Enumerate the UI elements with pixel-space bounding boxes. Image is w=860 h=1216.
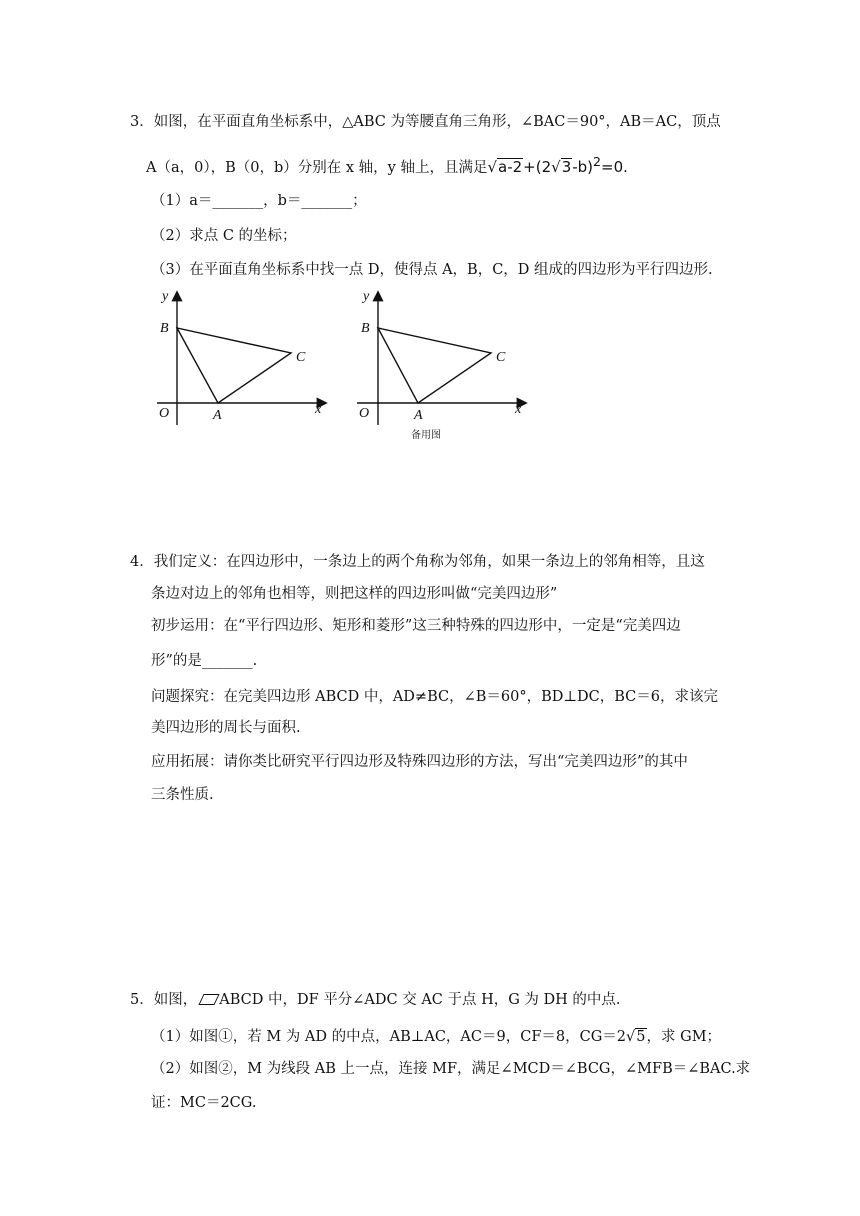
point-b-label: B xyxy=(160,321,169,336)
q3-part3: （3）在平面直角坐标系中找一点 D，使得点 A，B，C，D 组成的四边形为平行四边形. xyxy=(151,262,713,278)
parallelogram-icon xyxy=(199,994,220,1005)
q3-formula: $√a-2+(2√3-b)^2=0$ xyxy=(487,154,624,176)
q3-line2: A（a，0），B（0，b）分别在 x 轴，y 轴上，且满足$√a-2+(2√3-b)^2=0$. xyxy=(146,154,628,176)
y-axis-label: y xyxy=(363,289,370,304)
q3-line2-text: A（a，0），B（0，b）分别在 x 轴，y 轴上，且满足 xyxy=(146,160,488,176)
point-c-label: C xyxy=(296,350,306,365)
q4-line7: 应用拓展：请你类比研究平行四边形及特殊四边形的方法，写出“完美四边形”的其中 xyxy=(151,754,688,770)
x-axis-label: x xyxy=(315,402,322,417)
point-b-label: B xyxy=(361,321,370,336)
q4-line6: 美四边形的周长与面积. xyxy=(151,720,301,736)
q5-line1: 5．如图， ABCD 中，DF 平分∠ADC 交 AC 于点 H，G 为 DH 的中点. xyxy=(130,992,621,1008)
q3-figure-main xyxy=(145,285,345,430)
q4-line3: 初步运用：在“平行四边形、矩形和菱形”这三种特殊的四边形中，一定是“完美四边 xyxy=(151,618,681,634)
point-c-label: C xyxy=(496,350,506,365)
q4-line5: 问题探究：在完美四边形 ABCD 中，AD≠BC，∠B＝60°，BD⊥DC，BC＝6，求该完 xyxy=(151,689,718,705)
x-axis-label: x xyxy=(515,402,522,417)
q3-part2: （2）求点 C 的坐标； xyxy=(151,228,297,244)
origin-label: O xyxy=(159,406,170,421)
q3-line1: 3．如图，在平面直角坐标系中，△ABC 为等腰直角三角形，∠BAC＝90°，AB＝AC，顶点 xyxy=(130,114,721,130)
q5-part1: （1）如图①，若 M 为 AD 的中点，AB⊥AC，AC＝9，CF＝8，CG＝2√5，求 GM； xyxy=(151,1029,722,1045)
q5-part2-cont: 证：MC＝2CG. xyxy=(151,1095,257,1111)
q3-part1: （1）a＝_______，b＝_______； xyxy=(151,193,367,209)
q5-part2: （2）如图②，M 为线段 AB 上一点，连接 MF，满足∠MCD＝∠BCG，∠MFB＝∠BAC.求 xyxy=(151,1061,751,1077)
q4-line1: 4．我们定义：在四边形中，一条边上的两个角称为邻角，如果一条边上的邻角相等，且这 xyxy=(130,554,705,570)
q4-line4: 形”的是_______. xyxy=(151,653,258,669)
origin-label: O xyxy=(359,406,370,421)
point-a-label: A xyxy=(213,408,222,423)
triangle-abc xyxy=(378,328,491,403)
triangle-abc xyxy=(177,328,291,403)
y-axis-label: y xyxy=(162,289,169,304)
q3-figure-spare xyxy=(345,285,545,430)
point-a-label: A xyxy=(414,408,423,423)
q4-line2: 条边对边上的邻角也相等，则把这样的四边形叫做“完美四边形” xyxy=(151,586,558,602)
spare-figure-caption: 备用图 xyxy=(411,430,441,441)
q4-line8: 三条性质. xyxy=(151,787,214,803)
